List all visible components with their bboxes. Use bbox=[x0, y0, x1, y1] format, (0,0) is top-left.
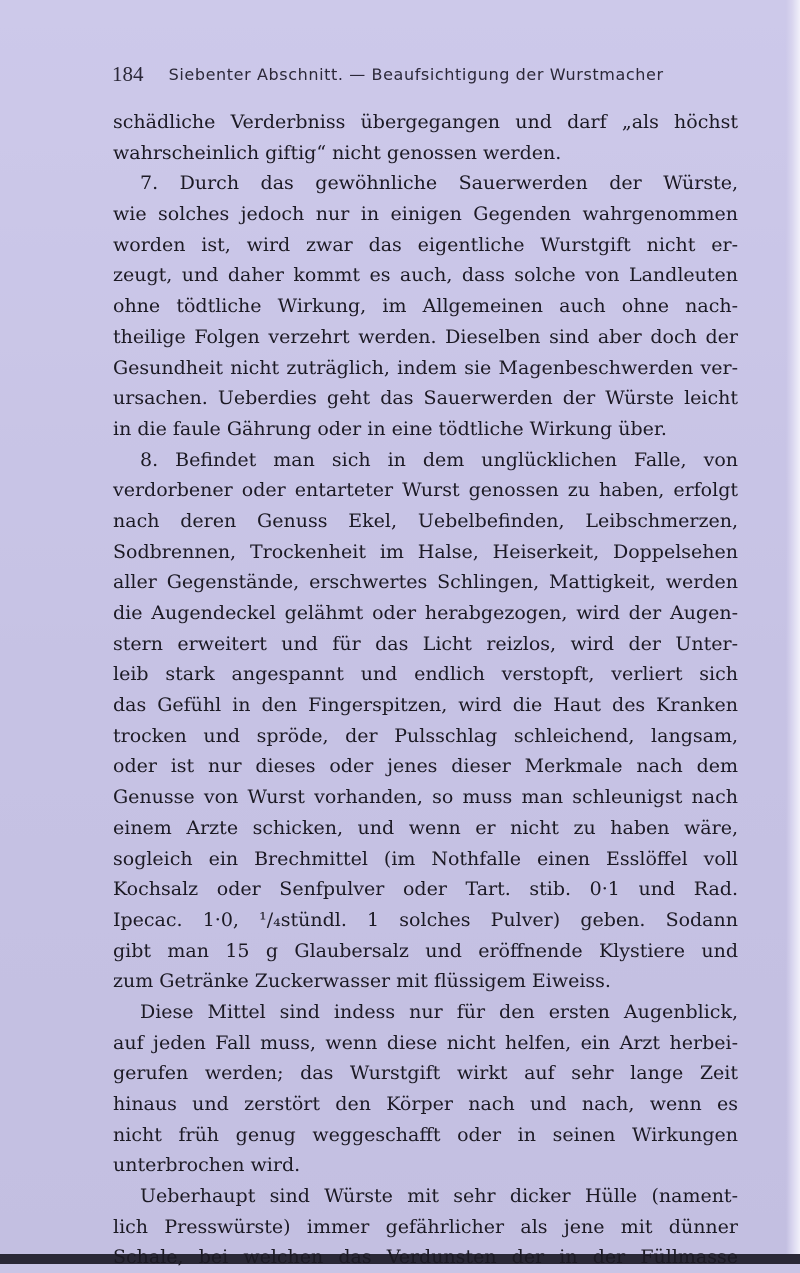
text-line: Genusse von Wurst vorhanden, so muss man schleunigst nach bbox=[113, 786, 738, 809]
text-line: Ueberhaupt sind Würste mit sehr dicker Hülle (nament- bbox=[140, 1185, 738, 1208]
text-line: zum Getränke Zuckerwasser mit flüssigem Eiweiss. bbox=[113, 970, 611, 993]
text-line: Kochsalz oder Senfpulver oder Tart. stib. 0·1 und Rad. bbox=[113, 878, 738, 901]
text-line: 8. Befindet man sich in dem unglücklichen Falle, von bbox=[140, 448, 738, 471]
text-line: einem Arzte schicken, und wenn er nicht zu haben wäre, bbox=[113, 816, 738, 839]
text-line: nicht früh genug weggeschafft oder in seinen Wirkungen bbox=[113, 1123, 738, 1146]
text-line: in die faule Gährung oder in eine tödtliche Wirkung über. bbox=[113, 417, 667, 440]
text-line: stern erweitert und für das Licht reizlos, wird der Unter- bbox=[113, 632, 738, 655]
text-line: gibt man 15 g Glaubersalz und eröffnende Klystiere und bbox=[113, 939, 738, 962]
text-line: Schale, bei welchen das Verdunsten der in der Füllmasse bbox=[113, 1246, 738, 1269]
text-line: Gesundheit nicht zuträglich, indem sie Magenbeschwerden ver- bbox=[113, 356, 738, 379]
text-line: leib stark angespannt und endlich verstopft, verliert sich bbox=[113, 663, 738, 686]
text-line: trocken und spröde, der Pulsschlag schleichend, langsam, bbox=[113, 724, 738, 747]
text-line: aller Gegenstände, erschwertes Schlingen, Mattigkeit, werden bbox=[113, 571, 738, 594]
text-line: Sodbrennen, Trockenheit im Halse, Heiserkeit, Doppelsehen bbox=[113, 540, 738, 563]
text-line: Diese Mittel sind indess nur für den ersten Augenblick, bbox=[140, 1000, 738, 1023]
text-line: hinaus und zerstört den Körper nach und nach, wenn es bbox=[113, 1093, 738, 1115]
body-text bbox=[113, 107, 738, 1273]
text-line: wie solches jedoch nur in einigen Gegenden wahrgenommen bbox=[113, 203, 738, 226]
text-line: auf jeden Fall muss, wenn diese nicht helfen, ein Arzt herbei- bbox=[113, 1031, 738, 1054]
text-line: das Gefühl in den Fingerspitzen, wird die Haut des Kranken bbox=[113, 694, 738, 717]
text-line: 7. Durch das gewöhnliche Sauerwerden der Würste, bbox=[140, 172, 738, 195]
text-line: lich Presswürste) immer gefährlicher als jene mit dünner bbox=[113, 1215, 738, 1238]
text-line: ohne tödtliche Wirkung, im Allgemeinen auch ohne nach- bbox=[113, 295, 738, 318]
text-line: wahrscheinlich giftig“ nicht genossen werden. bbox=[113, 141, 562, 164]
text-line: nach deren Genuss Ekel, Uebelbefinden, Leibschmerzen, bbox=[113, 509, 738, 532]
text-line: gerufen werden; das Wurstgift wirkt auf sehr lange Zeit bbox=[113, 1062, 738, 1085]
running-header bbox=[112, 62, 752, 92]
text-line: verdorbener oder entarteter Wurst genossen zu haben, erfolgt bbox=[113, 479, 738, 502]
text-line: ursachen. Ueberdies geht das Sauerwerden der Würste leicht bbox=[113, 387, 738, 410]
text-line: zeugt, und daher kommt es auch, dass solche von Landleuten bbox=[113, 264, 738, 287]
text-line: unterbrochen wird. bbox=[113, 1154, 301, 1177]
text-line: sogleich ein Brechmittel (im Nothfalle einen Esslöffel voll bbox=[113, 847, 738, 870]
running-title: Siebenter Abschnitt. — Beaufsichtigung der Wurstmacher bbox=[168, 65, 664, 84]
page-edge-shadow bbox=[786, 0, 800, 1264]
text-line: schädliche Verderbniss übergegangen und darf „als höchst bbox=[113, 111, 738, 133]
text-line: worden ist, wird zwar das eigentliche Wurstgift nicht er- bbox=[113, 233, 738, 256]
text-line: theilige Folgen verzehrt werden. Dieselben sind aber doch der bbox=[113, 325, 738, 348]
text-line: Ipecac. 1·0, ¹/₄stündl. 1 solches Pulver) geben. Sodann bbox=[113, 908, 738, 931]
page-number: 184 bbox=[112, 62, 144, 86]
text-line: die Augendeckel gelähmt oder herabgezogen, wird der Augen- bbox=[113, 602, 738, 624]
text-line: oder ist nur dieses oder jenes dieser Merkmale nach dem bbox=[113, 755, 738, 778]
